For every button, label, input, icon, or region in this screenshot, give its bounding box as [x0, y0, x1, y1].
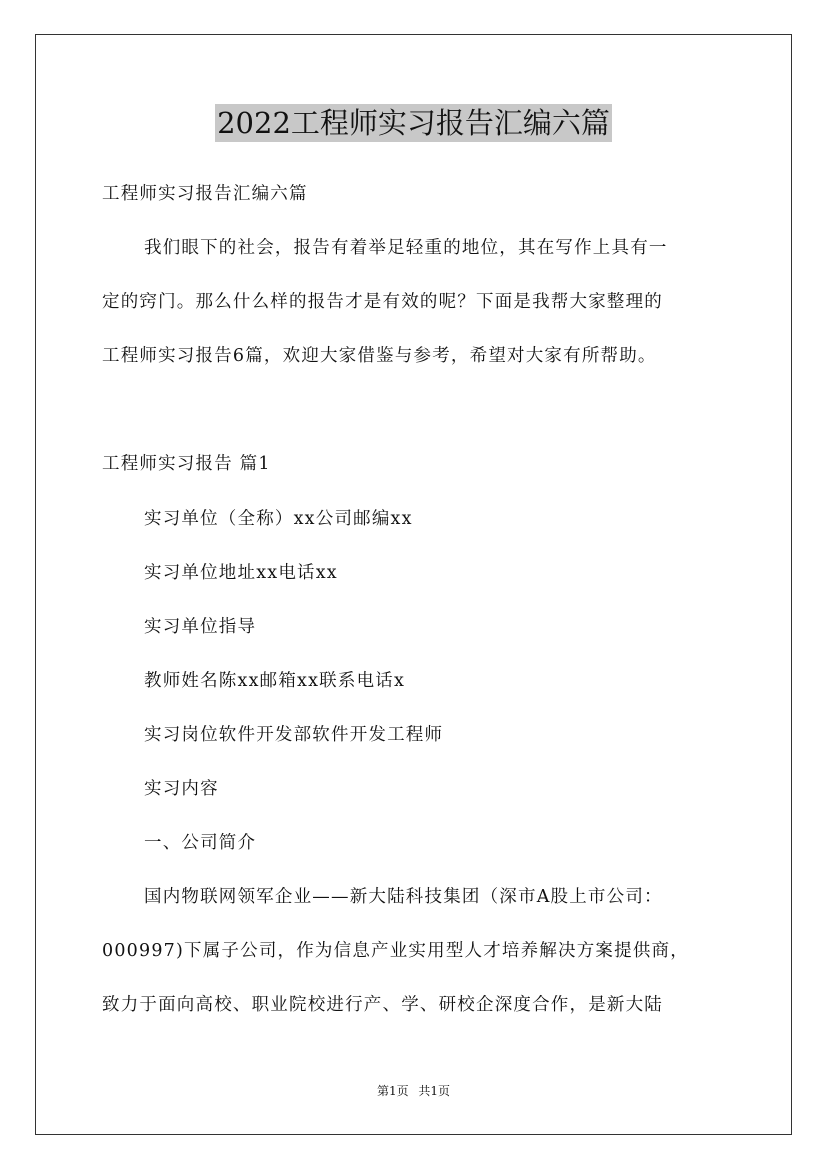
document-title: 2022工程师实习报告汇编六篇	[217, 106, 610, 140]
paragraph-line-3: 致力于面向高校、职业院校进行产、学、研校企深度合作，是新大陆	[102, 995, 663, 1015]
page-total: 共1页	[418, 1084, 451, 1098]
intro-line-1: 我们眼下的社会，报告有着举足轻重的地位，其在写作上具有一	[144, 238, 668, 258]
document-subtitle: 工程师实习报告汇编六篇	[102, 184, 308, 204]
page-footer	[0, 1083, 827, 1099]
title-container	[0, 104, 827, 142]
paragraph-line-1: 国内物联网领军企业——新大陆科技集团（深市A股上市公司：	[144, 887, 663, 907]
field-unit-guidance: 实习单位指导	[144, 617, 257, 637]
intro-line-3: 工程师实习报告6篇，欢迎大家借鉴与参考，希望对大家有所帮助。	[102, 346, 657, 366]
subsection-company-intro: 一、公司简介	[144, 833, 257, 853]
field-unit-address: 实习单位地址xx电话xx	[144, 563, 338, 583]
field-unit-name: 实习单位（全称）xx公司邮编xx	[144, 509, 413, 529]
field-internship-post: 实习岗位软件开发部软件开发工程师	[144, 725, 444, 745]
paragraph-line-2: 000997)下属子公司，作为信息产业实用型人才培养解决方案提供商，	[102, 941, 689, 961]
page-number: 第1页	[376, 1084, 409, 1098]
intro-line-2: 定的窍门。那么什么样的报告才是有效的呢？下面是我帮大家整理的	[102, 292, 663, 312]
field-internship-content: 实习内容	[144, 779, 219, 799]
section-heading: 工程师实习报告 篇1	[102, 454, 271, 474]
field-teacher-name: 教师姓名陈xx邮箱xx联系电话x	[144, 671, 406, 691]
